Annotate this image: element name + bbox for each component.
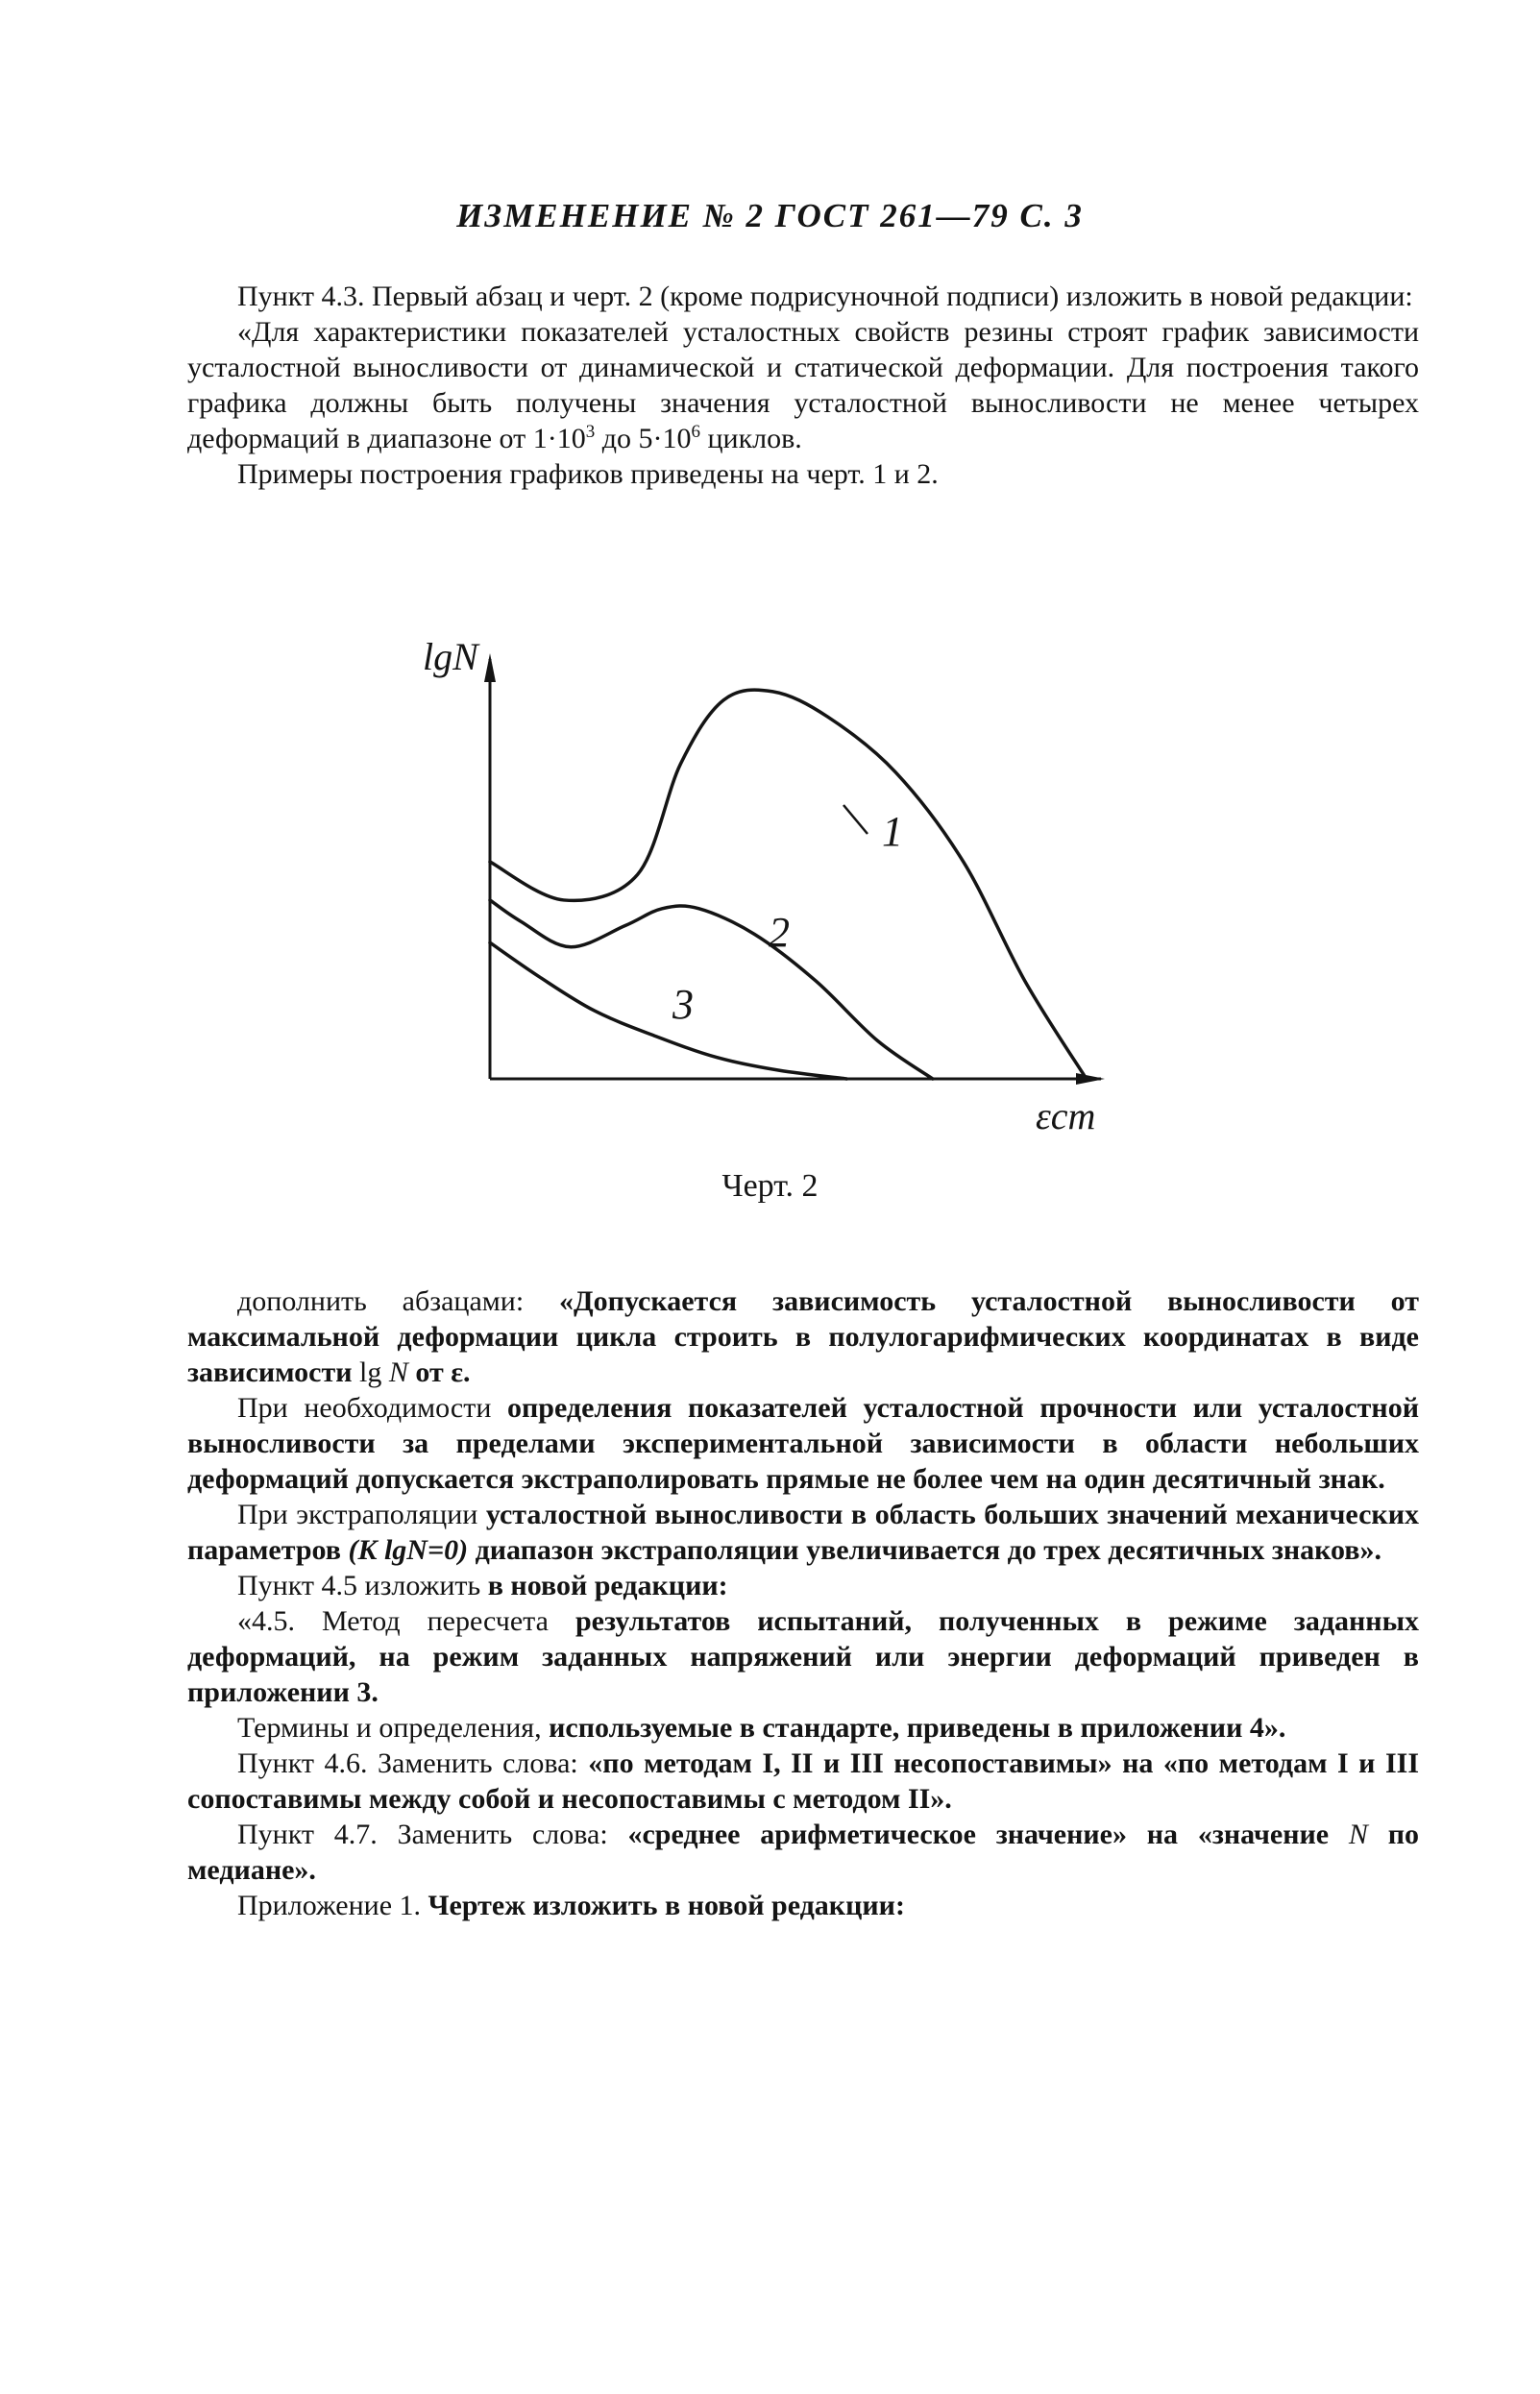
curve-3-point-3 <box>655 1036 657 1038</box>
top-text <box>187 279 1419 492</box>
curve-1-point-3 <box>680 763 682 765</box>
paragraph-4-3: Пункт 4.3. Первый абзац и черт. 2 (кроме подрисуночной подписи) изложить в новой редакции: <box>237 281 1413 312</box>
curve-2-point-9 <box>932 1078 934 1080</box>
curve-3-point-4 <box>717 1057 719 1059</box>
paragraph-4-5: Пункт 4.5 изложить в новой редакции: <box>237 1570 728 1601</box>
paragraph-4-7: Пункт 4.7. Заменить слова: «среднее арифметическое значение» на «значение N по медиане». <box>187 1819 1420 1886</box>
paragraph-4-5-text: «4.5. Метод пересчета результатов испытаний, полученных в режиме заданных деформаций, на режим заданных напряжений или энергии деформаций приведен в приложении 3. <box>187 1605 1420 1708</box>
x-axis-arrow <box>1076 1073 1105 1085</box>
paragraph-extrapolation: При необходимости определения показателей усталостной прочности или усталостной выносливости за пределами экспериментальной зависимости в области небольших деформаций допускается экстраполировать прямые не более чем на один десятичный знак. <box>187 1392 1419 1495</box>
curve-2 <box>490 900 933 1079</box>
curve-1-point-4 <box>722 699 724 701</box>
paragraph-extrapolation-range: При экстраполяции усталостной выносливости в область больших значений механических параметров (K lgN=0) диапазон экстраполяции увеличивается до трех десятичных знаков». <box>187 1499 1419 1566</box>
paragraph-terms: Термины и определения, используемые в стандарте, приведены в приложении 4». <box>237 1712 1286 1744</box>
curve-label-3: 3 <box>672 981 694 1028</box>
page-header: ИЗМЕНЕНИЕ № 2 ГОСТ 261—79 С. 3 <box>456 197 1084 234</box>
x-axis-label: εст <box>1036 1094 1096 1137</box>
curve-1-leader-line <box>843 805 868 834</box>
curve-3-point-6 <box>845 1078 847 1080</box>
curve-2-point-6 <box>753 934 755 936</box>
paragraph-examples: Примеры построения графиков приведены на черт. 1 и 2. <box>237 458 939 490</box>
curve-2-point-2 <box>569 946 571 948</box>
y-axis-arrow <box>484 653 496 682</box>
curve-2-point-4 <box>661 908 663 910</box>
curve-3-point-2 <box>594 1010 596 1012</box>
curve-2-point-1 <box>520 920 522 922</box>
curve-1-point-9 <box>1024 980 1026 982</box>
curve-1-point-5 <box>772 691 774 693</box>
curve-1-point-6 <box>827 717 829 719</box>
curve-1-point-8 <box>963 861 965 863</box>
curve-3 <box>490 942 846 1079</box>
curve-2-point-8 <box>876 1039 878 1041</box>
curve-label-2: 2 <box>769 909 790 956</box>
curve-2-point-5 <box>698 908 700 910</box>
curve-2-point-7 <box>815 980 817 982</box>
curve-1-point-7 <box>895 771 897 773</box>
curve-2-point-0 <box>489 899 491 901</box>
curve-1-point-1 <box>563 899 565 901</box>
curve-3-point-1 <box>538 976 540 978</box>
chart-caption: Черт. 2 <box>721 1168 819 1204</box>
curve-1-point-10 <box>1086 1078 1088 1080</box>
curve-3-point-5 <box>778 1069 780 1071</box>
paragraph-supplement: дополнить абзацами: «Допускается зависимость усталостной выносливости от максимальной деформации цикла строить в полулогарифмических координатах в виде зависимости lg N от ε. <box>187 1285 1419 1388</box>
paragraph-graph-description: «Для характеристики показателей усталостных свойств резины строят график зависимости усталостной выносливости от динамической и статической деформации. Для построения такого графика должны быть получены значения усталостной выносливости не менее четырех деформаций в диапазоне от $1\cdot 10^3$ до $5\cdot 10^6$ циклов. <box>187 316 1419 454</box>
paragraph-appendix-1: Приложение 1. Чертеж изложить в новой редакции: <box>237 1890 905 1921</box>
curve-label-1: 1 <box>882 808 903 855</box>
paragraph-4-6: Пункт 4.6. Заменить слова: «по методам I, II и III несопоставимы» на «по методам I и III сопоставимы между собой и несопоставимы с методом II». <box>187 1747 1419 1815</box>
curve-3-point-0 <box>489 941 491 943</box>
curve-1-point-2 <box>637 874 639 876</box>
bottom-text <box>187 1283 1419 1923</box>
curve-2-point-3 <box>624 925 626 927</box>
curve-1 <box>490 690 1087 1079</box>
y-axis-label: lgN <box>423 635 478 678</box>
curve-1-point-0 <box>489 861 491 863</box>
